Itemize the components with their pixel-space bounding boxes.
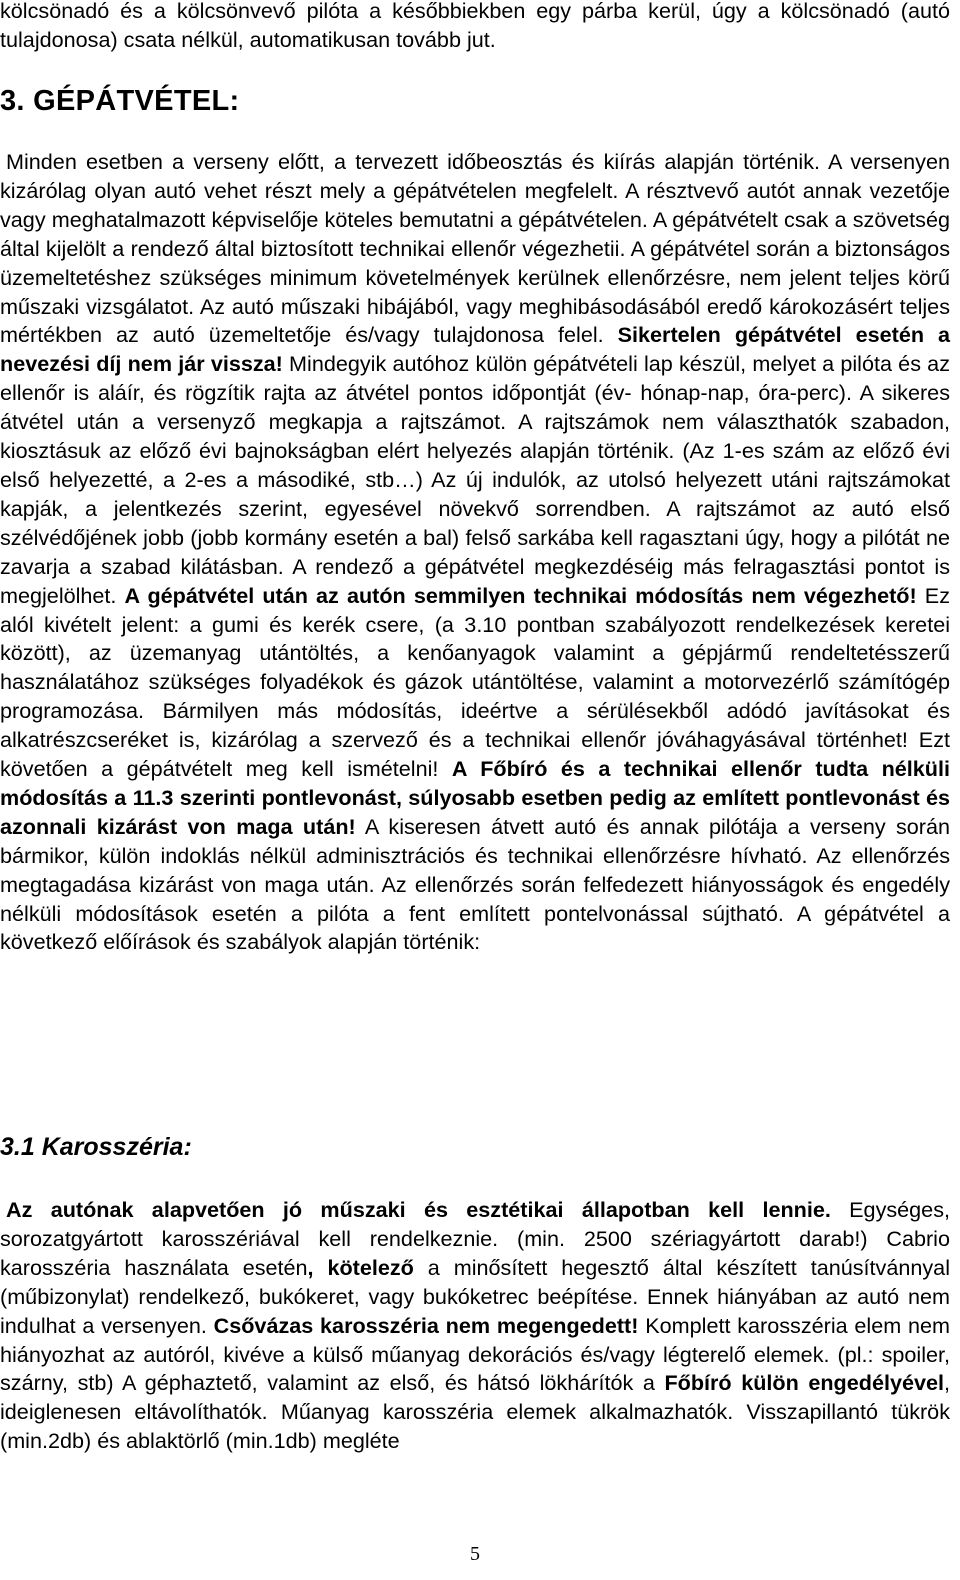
section-3-text-2: Mindegyik autóhoz külön gépátvételi lap készül, melyet a pilóta és az ellenőr is aláír, és rögzítik rajta az átvétel pontos időpontját (év- hónap-nap, óra-perc). A sikeres átvétel után a versenyző megkapja a rajtszámot. A rajtszámok nem választhatók szabadon, kiosztásuk az előző évi bajnokságban elért helyezés alapján történik. (Az 1-es szám az előző évi első helyezetté, a 2-es a másodiké, stb…) Az új indulók, az utolsó helyezett utáni rajtszámokat kapják, a jelentkezés szerint, egyesével növekvő sorrendben. A rajtszámot az autó első szélvédőjének jobb (jobb kormány esetén a bal) felső sarkába kell ragasztani úgy, hogy a pilótát ne zavarja a szabad kilátásban. A rendező a gépátvétel megkezdéséig más felragasztási pontot is megjelölhet. [0, 351, 950, 608]
section-3-1-paragraph [0, 1196, 950, 1456]
intro-paragraph [0, 0, 950, 55]
section-3-1-text-1: Egységes, sorozatgyártott karosszériával kell rendelkeznie. (min. 2500 szériagyártott darab!) Cabrio karosszéria használata esetén [0, 1197, 950, 1280]
section-3-text-1: Minden esetben a verseny előtt, a tervezett időbeosztás és kiírás alapján történik. A versenyen kizárólag olyan autó vehet részt mely a gépátvételen megfelelt. A résztvevő autót annak vezetője vagy meghatalmazott képviselője köteles bemutatni a gépátvételen. A gépátvételt csak a szövetség által kijelölt a rendező által biztosított technikai ellenőr végezhetii. A gépátvétel során a biztonságos üzemeltetéshez szükséges minimum követelmények kerülnek ellenőrzésre, nem jelent teljes körű műszaki vizsgálatot. Az autó műszaki hibájából, vagy meghibásodásából eredő károkozásért teljes mértékben az autó üzemeltetője és/vagy tulajdonosa felel. [0, 149, 950, 348]
section-3-1-bold-4: Főbíró külön engedélyével [664, 1370, 944, 1396]
section-3-1-heading: 3.1 Karosszéria: [0, 1133, 192, 1161]
section-3-1-text-4: , ideiglenesen eltávolíthatók. Műanyag karosszéria elemek alkalmazhatók. Visszapillantó tükrök (min.2db) és ablaktörlő (min.1db) megléte [0, 1370, 950, 1454]
section-3-paragraph [0, 148, 950, 957]
section-3-text-3: Ez alól kivételt jelent: a gumi és kerék csere, (a 3.10 pontban szabályozott rendelkezések keretei között), az üzemanyag utántöltés, a kenőanyagok valamint a gépjármű rendeltetésszerű használatához szükséges folyadékok és gázok utántöltése, valamint a motorvezérlő számítógép programozása. Bármilyen más módosítás, ideértve a sérülésekből adódó javításokat és alkatrészcseréket is, kizárólag a szervező és a technikai ellenőr jóváhagyásával történhet! Ezt követően a gépátvételt meg kell ismételni! [0, 582, 950, 782]
section-3-1-text-2: a minősített hegesztő által készített tanúsítvánnyal (műbizonylat) rendelkező, bukókeret, vagy bukóketrec beépítése. Ennek hiányában az autó nem indulhat a versenyen. [0, 1254, 950, 1338]
page-number: 5 [470, 1543, 480, 1565]
section-3-bold-1: Sikertelen gépátvétel esetén a nevezési díj nem jár vissza! [0, 322, 951, 377]
intro-text: kölcsönadó és a kölcsönvevő pilóta a későbbiekben egy párba kerül, úgy a kölcsönadó (autó tulajdonosa) csata nélkül, automatikusan tovább jut. [0, 0, 950, 52]
section-3-bold-2: A gépátvétel után az autón semmilyen technikai módosítás nem végezhető! [124, 582, 917, 608]
section-3-bold-3: A Főbíró és a technikai ellenőr tudta nélküli módosítás a 11.3 szerinti pontlevonást, súlyosabb esetben pedig az említett pontlevonást és azonnali kizárást von maga után! [0, 756, 950, 839]
section-3-1-bold-2: , kötelező [307, 1254, 414, 1280]
section-3-heading: 3. GÉPÁTVÉTEL: [0, 85, 240, 117]
section-3-1-bold-3: Csővázas karosszéria nem megengedett! [213, 1312, 639, 1338]
section-3-text-4: A kiseresen átvett autó és annak pilótája a verseny során bármikor, külön indoklás nélkül adminisztrációs és technikai ellenőrzésre hívható. Az ellenőrzés megtagadása kizárást von maga után. Az ellenőrzés során felfedezett hiányosságok és engedély nélküli módosítások esetén a pilóta a fent említett pontelvonással sújtható. A gépátvétel a következő előírások és szabályok alapján történik: [0, 813, 950, 955]
section-3-1-bold-1: Az autónak alapvetően jó műszaki és esztétikai állapotban kell lennie. [6, 1197, 831, 1222]
section-3-1-text-3: Komplett karosszéria elem nem hiányozhat az autóról, kivéve a külső műanyag dekorációs és/vagy légterelő elemek. (pl.: spoiler, szárny, stb) A géphaztető, valamint az első, és hátsó lökhárítók a [0, 1312, 951, 1396]
